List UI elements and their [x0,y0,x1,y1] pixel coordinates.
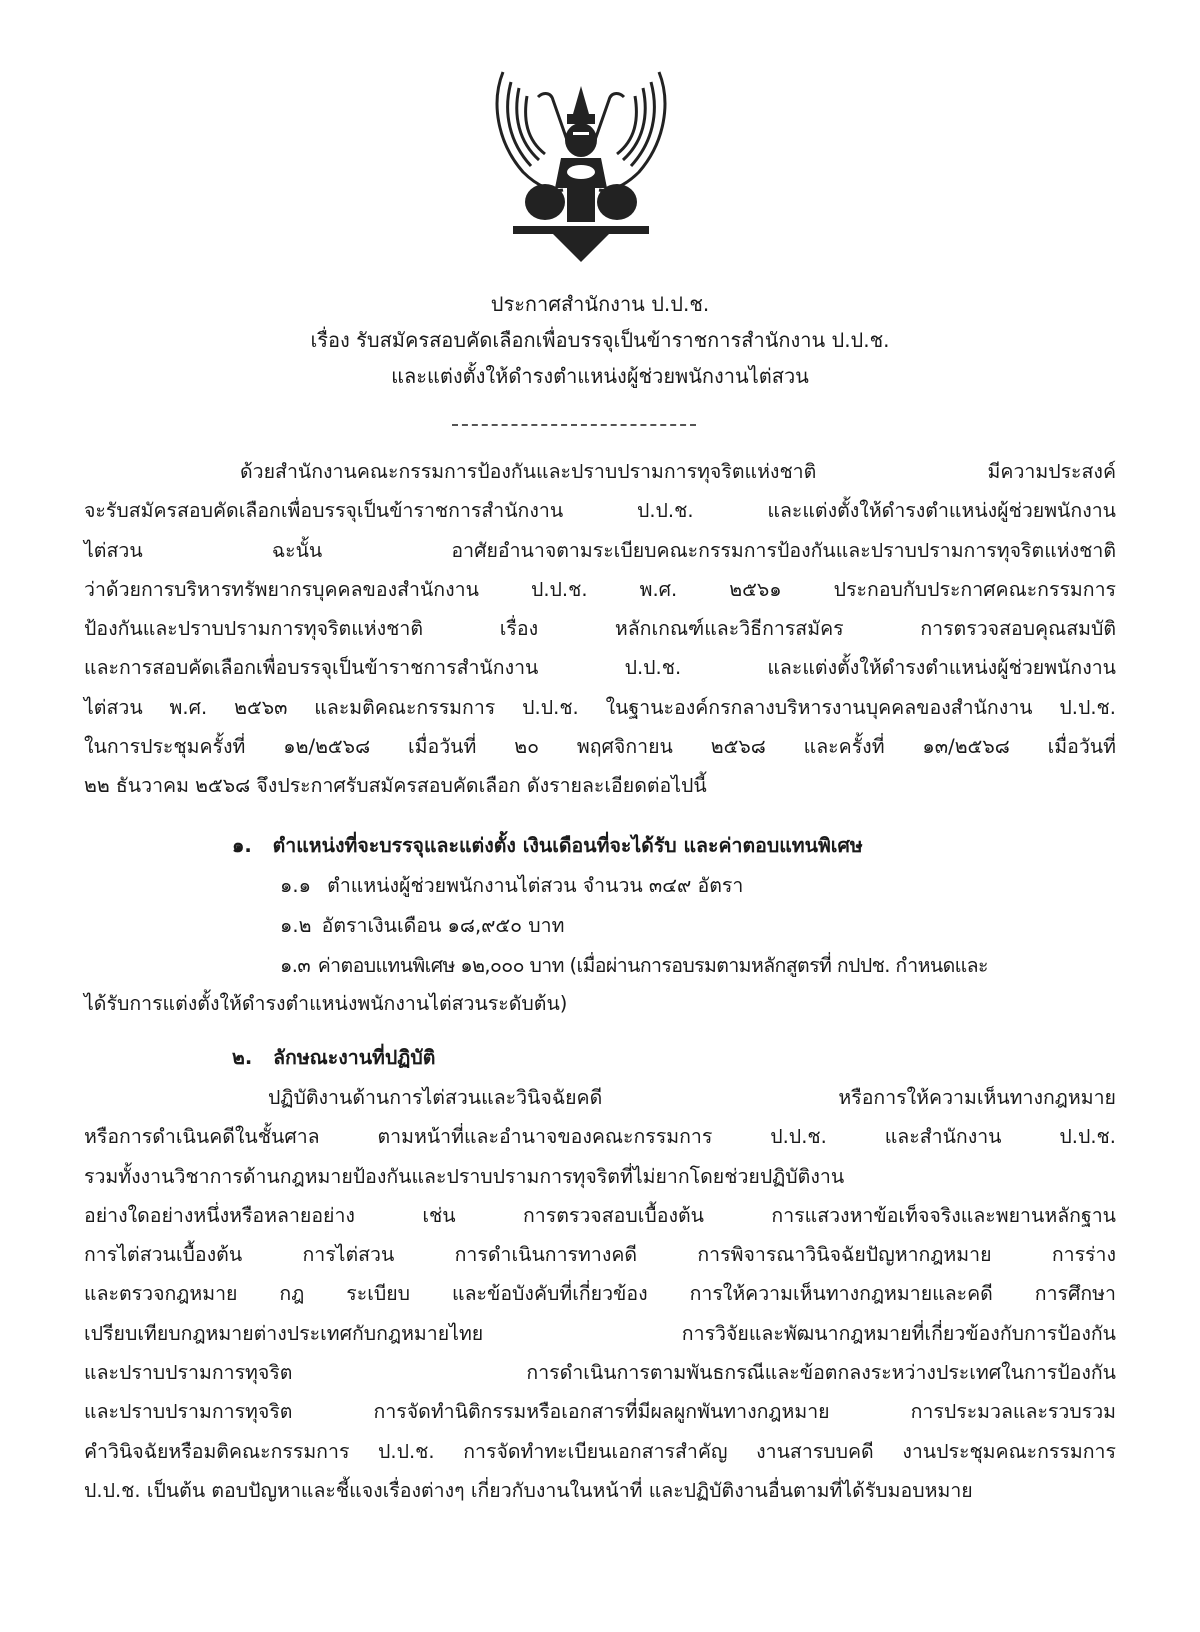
section-1-item-3-continued: ได้รับการแต่งตั้งให้ดำรงตำแหน่งพนักงานไต่สวนระดับต้น) [84,992,568,1015]
section-2-line: ปฏิบัติงานด้านการไต่สวนและวินิจฉัยคดี หรือการให้ความเห็นทางกฎหมาย [268,1086,1116,1109]
intro-line: ไต่สวน พ.ศ. ๒๕๖๓ และมติคณะกรรมการ ป.ป.ช. ในฐานะองค์กรกลางบริหารงานบุคคลของสำนักงาน ป.ป.ช. [84,695,1116,719]
section-title: ตำแหน่งที่จะบรรจุและแต่งตั้ง เงินเดือนที่จะได้รับ และค่าตอบแทนพิเศษ [272,834,863,857]
section-2-line: การไต่สวนเบื้องต้น การไต่สวน การดำเนินการทางคดี การพิจารณาวินิจฉัยปัญหากฎหมาย การร่าง [84,1243,1116,1267]
section-2-line: เปรียบเทียบกฎหมายต่างประเทศกับกฎหมายไทย การวิจัยและพัฒนากฎหมายที่เกี่ยวข้องกับการป้องกัน [84,1321,1116,1345]
section-2-line: และปราบปรามการทุจริต การจัดทำนิติกรรมหรือเอกสารที่มีผลผูกพันทางกฎหมาย การประมวลและรวบรวม [84,1400,1116,1424]
intro-line: ไต่สวน ฉะนั้น อาศัยอำนาจตามระเบียบคณะกรรมการป้องกันและปราบปรามการทุจริตแห่งชาติ [84,538,1116,562]
section-number: ๒. [232,1046,253,1069]
section-2-line: รวมทั้งงานวิชาการด้านกฎหมายป้องกันและปราบปรามการทุจริตที่ไม่ยากโดยช่วยปฏิบัติงาน [84,1164,845,1188]
header-divider [452,424,696,426]
section-number: ๑. [232,834,252,857]
section-1-heading [232,830,863,861]
item-text: อัตราเงินเดือน ๑๘,๙๕๐ บาท [321,914,565,937]
section-2-line: อย่างใดอย่างหนึ่งหรือหลายอย่าง เช่น การตรวจสอบเบื้องต้น การแสวงหาข้อเท็จจริงและพยานหลักฐาน [84,1203,1116,1227]
intro-paragraph [84,452,1116,806]
section-title: ลักษณะงานที่ปฏิบัติ [273,1046,436,1069]
subject-line-continued: และแต่งตั้งให้ดำรงตำแหน่งผู้ช่วยพนักงานไต่สวน [391,364,809,388]
garuda-emblem-icon [483,62,679,262]
item-text: ตำแหน่งผู้ช่วยพนักงานไต่สวน จำนวน ๓๔๙ อัตรา [327,874,744,897]
issuer-title: ประกาศสำนักงาน ป.ป.ช. [490,292,710,316]
announcement-header [0,286,1200,394]
section-2-line: หรือการดำเนินคดีในชั้นศาล ตามหน้าที่และอำนาจของคณะกรรมการ ป.ป.ช. และสำนักงาน ป.ป.ช. [84,1125,1116,1149]
intro-line: และการสอบคัดเลือกเพื่อบรรจุเป็นข้าราชการสำนักงาน ป.ป.ช. และแต่งตั้งให้ดำรงตำแหน่งผู้ช่วยพนักงาน [84,656,1116,680]
item-number: ๑.๓ [280,954,311,977]
section-2-line: คำวินิจฉัยหรือมติคณะกรรมการ ป.ป.ช. การจัดทำทะเบียนเอกสารสำคัญ งานสารบบคดี งานประชุมคณะกรรมการ [84,1439,1116,1463]
section-2-line: และตรวจกฎหมาย กฎ ระเบียบ และข้อบังคับที่เกี่ยวข้อง การให้ความเห็นทางกฎหมายและคดี การศึกษา [84,1282,1116,1306]
intro-line: ป้องกันและปราบปรามการทุจริตแห่งชาติ เรื่อง หลักเกณฑ์และวิธีการสมัคร การตรวจสอบคุณสมบัติ [84,617,1116,641]
section-1-item-1 [280,870,743,901]
section-2-heading [232,1042,435,1073]
intro-line: ๒๒ ธันวาคม ๒๕๖๘ จึงประกาศรับสมัครสอบคัดเลือก ดังรายละเอียดต่อไปนี้ [84,774,707,798]
intro-line: จะรับสมัครสอบคัดเลือกเพื่อบรรจุเป็นข้าราชการสำนักงาน ป.ป.ช. และแต่งตั้งให้ดำรงตำแหน่งผู้ช่วยพนักงาน [84,499,1116,523]
subject-line: เรื่อง รับสมัครสอบคัดเลือกเพื่อบรรจุเป็นข้าราชการสำนักงาน ป.ป.ช. [310,328,890,352]
intro-line: ในการประชุมครั้งที่ ๑๒/๒๕๖๘ เมื่อวันที่ ๒๐ พฤศจิกายน ๒๕๖๘ และครั้งที่ ๑๓/๒๕๖๘ เมื่อวันที่ [84,735,1116,759]
section-1-item-2 [280,910,564,941]
intro-line: ว่าด้วยการบริหารทรัพยากรบุคคลของสำนักงาน ป.ป.ช. พ.ศ. ๒๕๖๑ ประกอบกับประกาศคณะกรรมการ [84,577,1116,601]
item-text: ค่าตอบแทนพิเศษ ๑๒,๐๐๐ บาท (เมื่อผ่านการอบรมตามหลักสูตรที่ กปปช. กำหนดและ [317,954,988,977]
item-number: ๑.๑ [280,874,311,897]
section-1-item-3 [280,950,988,981]
item-number: ๑.๒ [280,914,312,937]
section-2-line: ป.ป.ช. เป็นต้น ตอบปัญหาและชี้แจงเรื่องต่างๆ เกี่ยวกับงานในหน้าที่ และปฏิบัติงานอื่นตามที่ได้รับมอบหมาย [84,1478,973,1502]
section-2-line: และปราบปรามการทุจริต การดำเนินการตามพันธกรณีและข้อตกลงระหว่างประเทศในการป้องกัน [84,1361,1116,1385]
section-2-paragraph [84,1078,1116,1510]
intro-line: ด้วยสำนักงานคณะกรรมการป้องกันและปราบปรามการทุจริตแห่งชาติ มีความประสงค์ [240,460,1116,483]
